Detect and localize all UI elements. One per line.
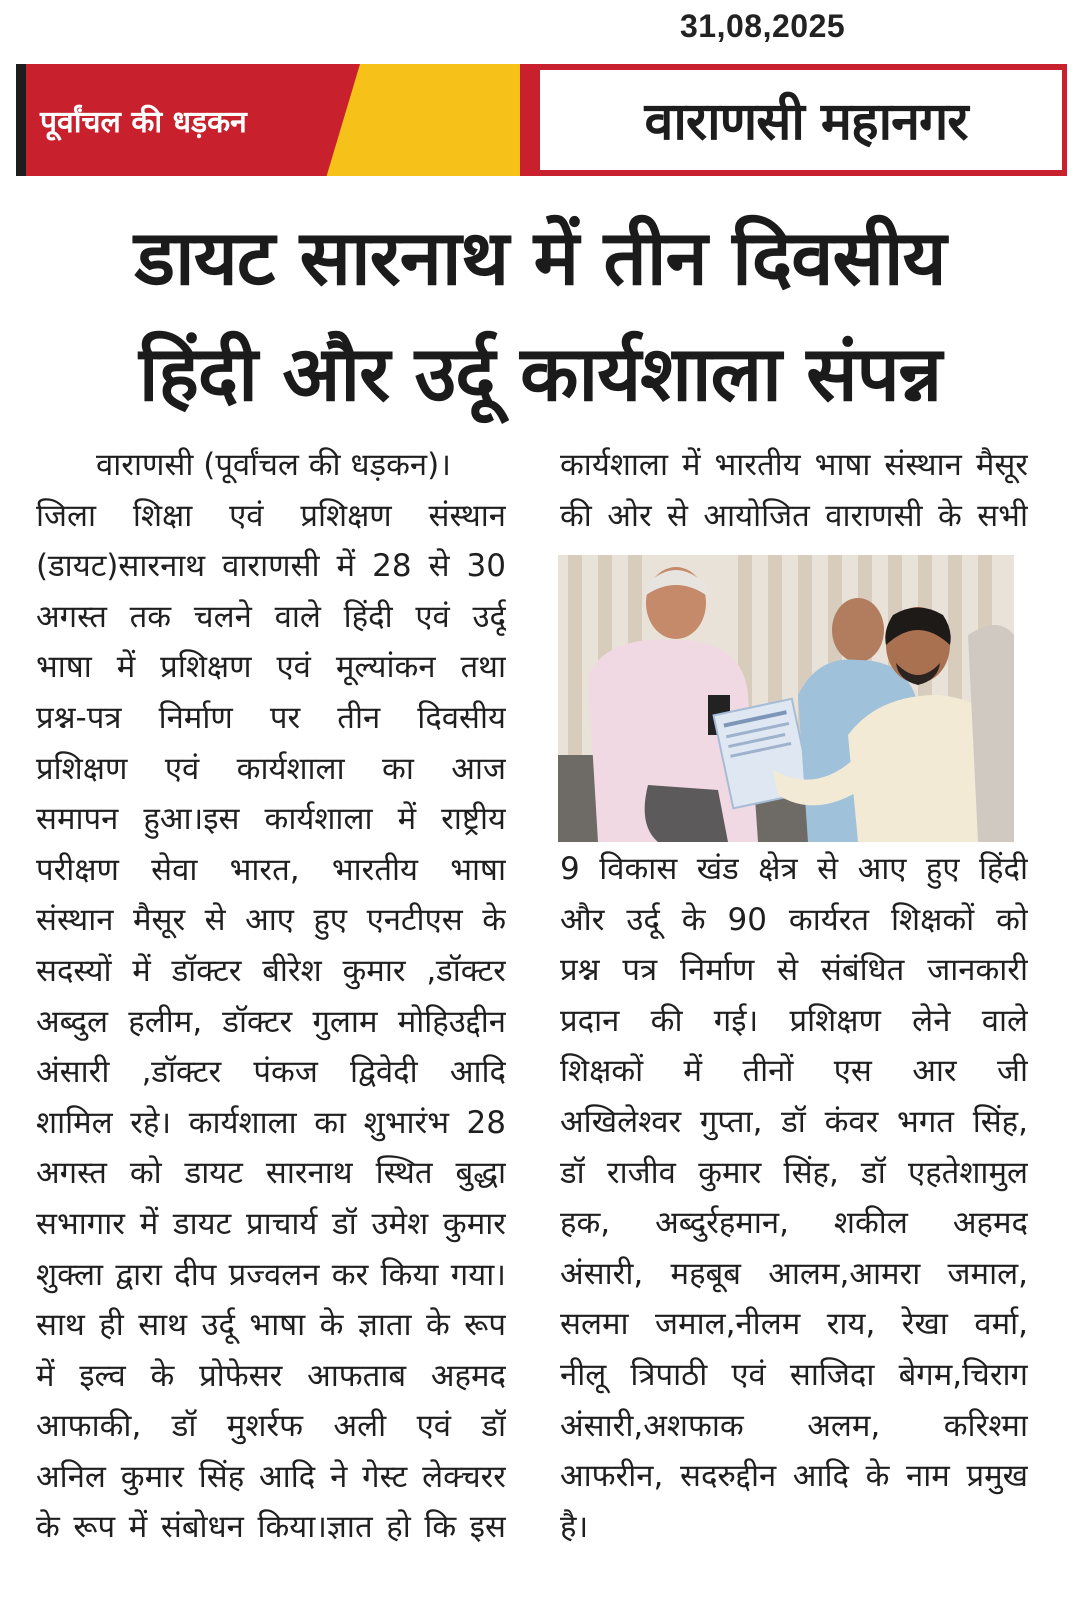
article-photo — [558, 555, 1014, 842]
article-line: जिला शिक्षा एवं प्रशिक्षण संस्थान — [36, 497, 506, 534]
article-line: शुक्ला द्वारा दीप प्रज्वलन कर किया गया। — [36, 1256, 506, 1293]
article-line: संस्थान मैसूर से आए हुए एनटीएस के — [36, 902, 506, 939]
article-line: के रूप में संबोधन किया।ज्ञात हो कि इस — [36, 1509, 506, 1546]
article-line: शिक्षकों में तीनों एस आर जी — [560, 1053, 1028, 1090]
article-line: अनिल कुमार सिंह आदि ने गेस्ट लेक्चरर — [36, 1458, 506, 1495]
article-line: प्रश्न पत्र निर्माण से संबंधित जानकारी — [560, 952, 1028, 989]
article-column-1 — [36, 440, 506, 1553]
article-line: है। — [560, 1508, 589, 1545]
headline — [20, 200, 1060, 432]
article-line: अंसारी,अशफाक अलम, करिश्मा — [560, 1407, 1028, 1444]
article-line: अंसारी, महबूब आलम,आमरा जमाल, — [560, 1255, 1028, 1292]
headline-line-1: डायट सारनाथ में तीन दिवसीय — [134, 213, 946, 302]
article-line: सदस्यों में डॉक्टर बीरेश कुमार ,डॉक्टर — [36, 952, 506, 989]
article-line: सभागार में डायट प्राचार्य डॉ उमेश कुमार — [36, 1205, 506, 1242]
article-line: हक, अब्दुर्रहमान, शकील अहमद — [560, 1205, 1028, 1242]
article-line: और उर्दू के 90 कार्यरत शिक्षकों को — [560, 901, 1028, 938]
article-line: वाराणसी (पूर्वांचल की धड़कन)। — [96, 447, 451, 483]
article-line: प्रदान की गई। प्रशिक्षण लेने वाले — [560, 1002, 1028, 1039]
article-line: 9 विकास खंड क्षेत्र से आए हुए हिंदी — [560, 851, 1028, 887]
article-line: की ओर से आयोजित वाराणसी के सभी — [560, 497, 1028, 534]
section-title: वाराणसी महानगर — [644, 92, 968, 152]
article-line: प्रश्न-पत्र निर्माण पर तीन दिवसीय — [36, 699, 506, 736]
article-line: में इल्व के प्रोफेसर आफताब अहमद — [36, 1357, 506, 1394]
article-line: साथ ही साथ उर्दू भाषा के ज्ञाता के रूप — [36, 1307, 506, 1344]
article-line: भाषा में प्रशिक्षण एवं मूल्यांकन तथा — [36, 649, 506, 686]
article-line: अंसारी ,डॉक्टर पंकज द्विवेदी आदि — [36, 1054, 506, 1091]
article-line: कार्यशाला में भारतीय भाषा संस्थान मैसूर — [560, 447, 1028, 483]
article-line: अब्दुल हलीम, डॉक्टर गुलाम मोहिउद्दीन — [36, 1003, 506, 1040]
article-line: अगस्त तक चलने वाले हिंदी एवं उर्दू — [36, 598, 506, 635]
article-column-2-top — [560, 440, 1028, 541]
article-line: (डायट)सारनाथ वाराणसी में 28 से 30 — [36, 548, 506, 585]
article-line: अगस्त को डायट सारनाथ स्थित बुद्धा — [36, 1155, 506, 1192]
article-line: सलमा जमाल,नीलम राय, रेखा वर्मा, — [560, 1306, 1028, 1343]
newspaper-name: पूर्वांचल की धड़कन — [40, 105, 247, 140]
article-line: आफाकी, डॉ मुशर्रफ अली एवं डॉ — [36, 1408, 506, 1445]
article-line: प्रशिक्षण एवं कार्यशाला का आज — [36, 750, 506, 787]
publication-date: 31,08,2025 — [680, 8, 846, 44]
article-line: समापन हुआ।इस कार्यशाला में राष्ट्रीय — [36, 801, 506, 838]
article-line: शामिल रहे। कार्यशाला का शुभारंभ 28 — [36, 1104, 506, 1141]
article-line: अखिलेश्वर गुप्ता, डॉ कंवर भगत सिंह, — [560, 1103, 1028, 1140]
article-column-2-bottom — [560, 844, 1028, 1552]
article-line: आफरीन, सदरुद्दीन आदि के नाम प्रमुख — [560, 1458, 1028, 1495]
article-line: डॉ राजीव कुमार सिंह, डॉ एहतेशामुल — [560, 1154, 1028, 1191]
headline-line-2: हिंदी और उर्दू कार्यशाला संपन्न — [138, 329, 942, 418]
article-line: परीक्षण सेवा भारत, भारतीय भाषा — [36, 851, 506, 888]
article-line: नीलू त्रिपाठी एवं साजिदा बेगम,चिराग — [560, 1356, 1028, 1393]
